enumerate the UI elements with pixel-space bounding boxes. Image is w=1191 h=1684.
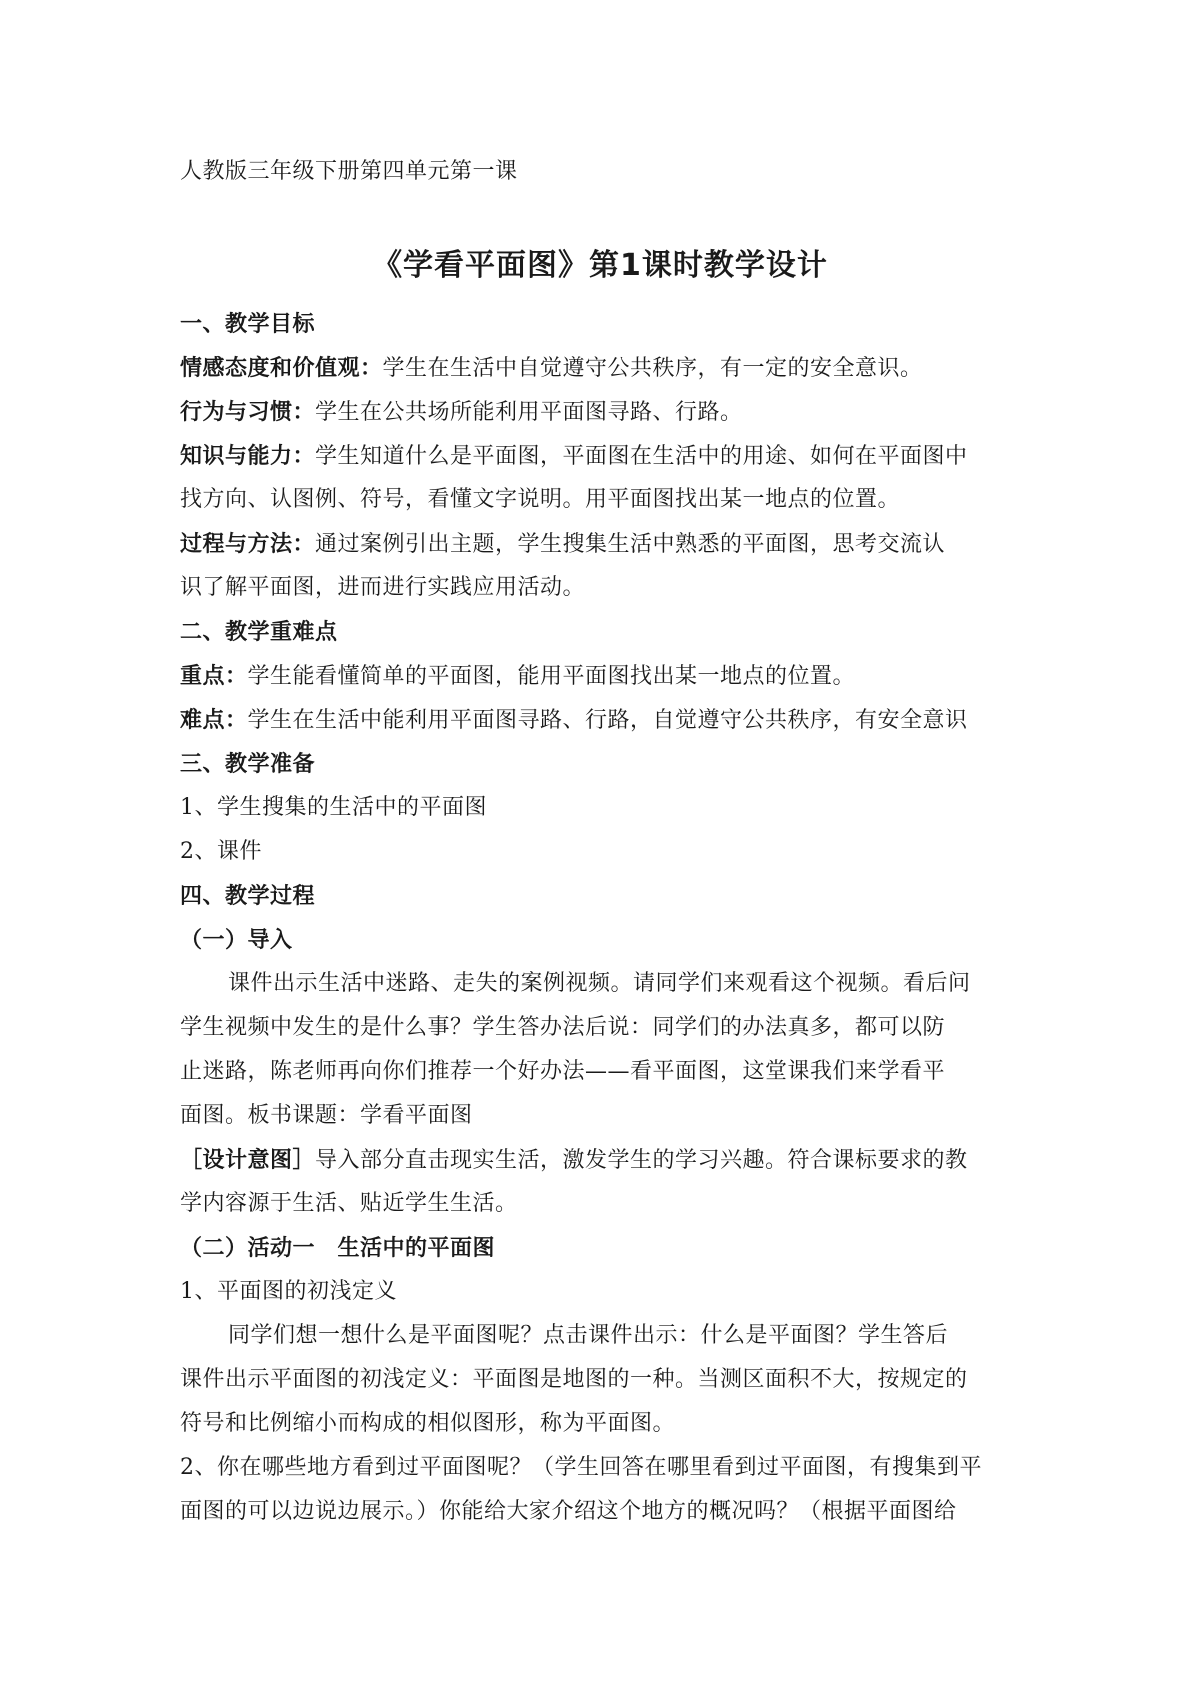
difficult-point xyxy=(180,698,1020,742)
goal-process-cont: 识了解平面图，进而进行实践应用活动。 xyxy=(180,575,586,600)
key-point-text: 学生能看懂简单的平面图，能用平面图找出某一地点的位置。 xyxy=(247,664,856,689)
goal-attitude-label: 情感态度和价值观： xyxy=(180,355,383,381)
section-heading-process: 四、教学过程 xyxy=(180,883,316,909)
activity-item-2-line-2: 面图的可以边说边展示。）你能给大家介绍这个地方的概况吗？（根据平面图给 xyxy=(180,1499,957,1524)
design-intent xyxy=(180,1138,1020,1182)
goal-knowledge-text: 学生知道什么是平面图，平面图在生活中的用途、如何在平面图中 xyxy=(315,444,968,469)
goal-knowledge-cont: 找方向、认图例、符号，看懂文字说明。用平面图找出某一地点的位置。 xyxy=(180,487,901,512)
goal-knowledge-label: 知识与能力： xyxy=(180,443,316,469)
design-intent-label: ［设计意图］ xyxy=(180,1147,316,1173)
subsection-intro: （一）导入 xyxy=(180,927,293,953)
activity-item-2-line-1: 2、你在哪些地方看到过平面图呢？（学生回答在哪里看到过平面图，有搜集到平 xyxy=(180,1455,982,1480)
key-point xyxy=(180,654,1020,698)
section-heading-preparation: 三、教学准备 xyxy=(180,751,316,777)
goal-process xyxy=(180,522,1020,566)
goal-behavior xyxy=(180,390,1020,434)
difficult-point-text: 学生在生活中能利用平面图寻路、行路，自觉遵守公共秩序，有安全意识 xyxy=(247,708,968,733)
activity-item-1-line-2: 课件出示平面图的初浅定义：平面图是地图的一种。当测区面积不大，按规定的 xyxy=(180,1367,968,1392)
goal-process-label: 过程与方法： xyxy=(180,531,316,557)
goal-process-text: 通过案例引出主题，学生搜集生活中熟悉的平面图，思考交流认 xyxy=(315,532,946,557)
section-heading-objectives: 一、教学目标 xyxy=(180,311,316,337)
key-point-label: 重点： xyxy=(180,663,248,689)
intro-paragraph-line-4: 面图。板书课题：学看平面图 xyxy=(180,1103,473,1128)
prep-item-1: 1、学生搜集的生活中的平面图 xyxy=(180,795,487,820)
goal-knowledge xyxy=(180,434,1020,478)
document-page xyxy=(180,150,1020,1534)
design-intent-cont: 学内容源于生活、贴近学生生活。 xyxy=(180,1191,518,1216)
goal-behavior-text: 学生在公共场所能利用平面图寻路、行路。 xyxy=(315,400,743,425)
goal-behavior-label: 行为与习惯： xyxy=(180,399,316,425)
goal-attitude-text: 学生在生活中自觉遵守公共秩序，有一定的安全意识。 xyxy=(382,356,923,381)
subsection-activity-1: （二）活动一 生活中的平面图 xyxy=(180,1235,496,1261)
document-title: 《学看平面图》第1课时教学设计 xyxy=(372,248,828,283)
intro-paragraph-line-2: 学生视频中发生的是什么事？学生答办法后说：同学们的办法真多，都可以防 xyxy=(180,1015,946,1040)
intro-paragraph-line-1: 课件出示生活中迷路、走失的案例视频。请同学们来观看这个视频。看后问 xyxy=(228,971,971,996)
difficult-point-label: 难点： xyxy=(180,707,248,733)
prep-item-2: 2、课件 xyxy=(180,839,262,864)
goal-attitude xyxy=(180,346,1020,390)
textbook-subtitle: 人教版三年级下册第四单元第一课 xyxy=(180,159,518,184)
activity-item-1-heading: 1、平面图的初浅定义 xyxy=(180,1279,397,1304)
section-heading-keypoints: 二、教学重难点 xyxy=(180,619,338,645)
activity-item-1-line-1: 同学们想一想什么是平面图呢？点击课件出示：什么是平面图？学生答后 xyxy=(228,1323,949,1348)
activity-item-1-line-3: 符号和比例缩小而构成的相似图形，称为平面图。 xyxy=(180,1411,676,1436)
intro-paragraph-line-3: 止迷路，陈老师再向你们推荐一个好办法——看平面图，这堂课我们来学看平 xyxy=(180,1059,946,1084)
design-intent-text: 导入部分直击现实生活，激发学生的学习兴趣。符合课标要求的教 xyxy=(315,1148,968,1173)
